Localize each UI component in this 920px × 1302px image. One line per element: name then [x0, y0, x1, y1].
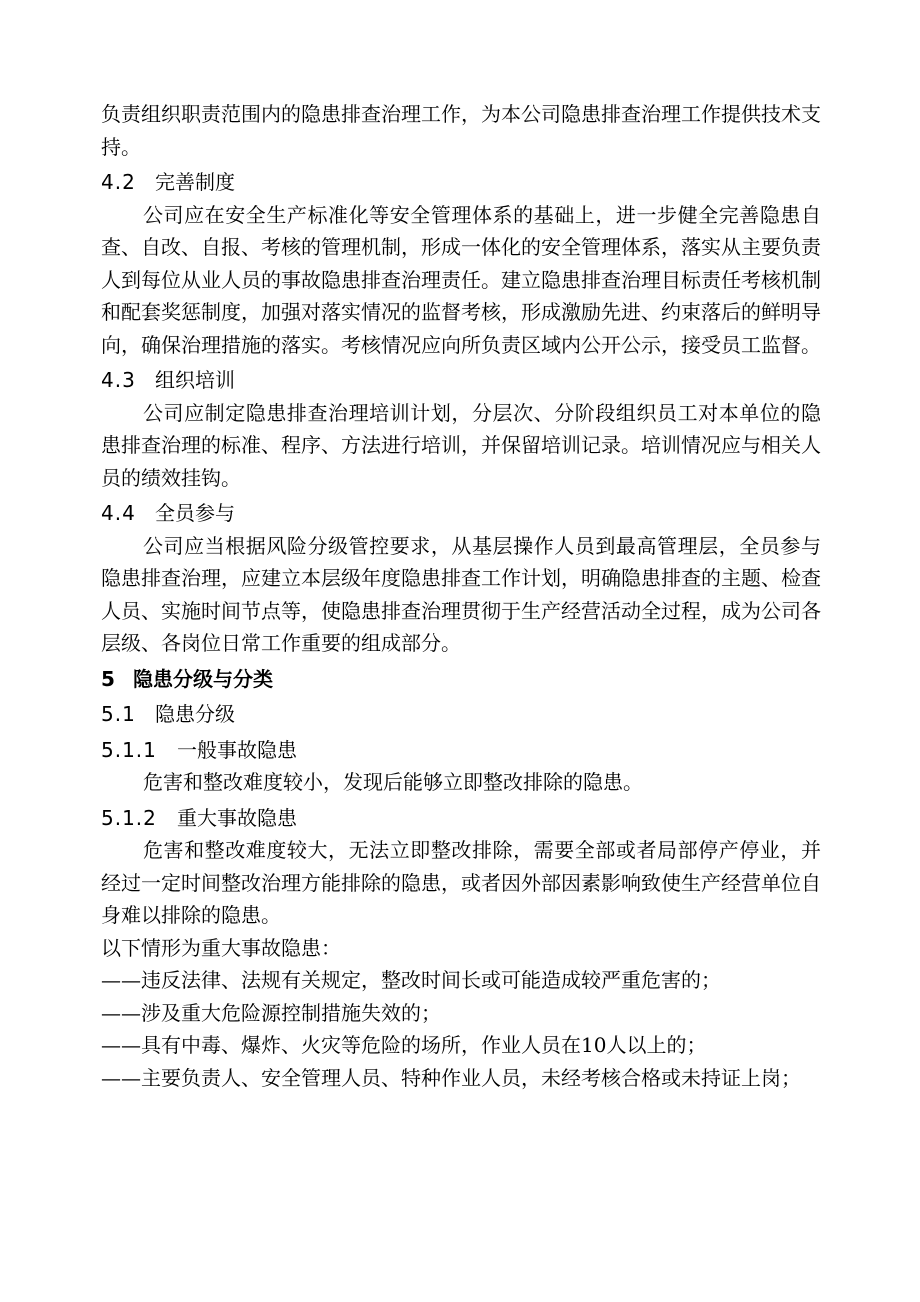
- heading-title: 完善制度: [155, 170, 235, 194]
- heading-title: 全员参与: [155, 501, 235, 525]
- list-item: ——主要负责人、安全管理人员、特种作业人员，未经考核合格或未持证上岗；: [101, 1065, 801, 1090]
- list-item: ——具有中毒、爆炸、火灾等危险的场所，作业人员在10人以上的；: [101, 1033, 707, 1057]
- heading-number: 4.4: [101, 501, 136, 525]
- heading-title: 隐患分级与分类: [133, 666, 273, 691]
- list-item: ——违反法律、法规有关规定，整改时间长或可能造成较严重危害的；: [101, 968, 721, 992]
- heading-title: 隐患分级: [155, 702, 235, 726]
- heading-title: 组织培训: [155, 368, 235, 392]
- heading-number: 4.3: [101, 368, 136, 392]
- paragraph-4-4: 公司应当根据风险分级管控要求，从基层操作人员到最高管理层，全员参与隐患排查治理，应建立本层级年度隐患排查工作计划，明确隐患排查的主题、检查人员、实施时间节点等，使隐患排查治理贯彻于生产经营活动全过程，成为公司各层级、各岗位日常工作重要的组成部分。: [101, 533, 821, 655]
- heading-5-1: [101, 698, 821, 731]
- heading-number: 5.1.2: [101, 805, 157, 830]
- paragraph-4-2: 公司应在安全生产标准化等安全管理体系的基础上，进一步健全完善隐患自查、自改、自报、考核的管理机制，形成一体化的安全管理体系，落实从主要负责人到每位从业人员的事故隐患排查治理责任。建立隐患排查治理目标责任考核机制和配套奖惩制度，加强对落实情况的监督考核，形成激励先进、约束落后的鲜明导向，确保治理措施的落实。考核情况应向所负责区域内公开公示，接受员工监督。: [101, 202, 821, 357]
- heading-number: 5.1: [101, 702, 136, 726]
- heading-number: 5.1.1: [101, 737, 157, 762]
- heading-title: 重大事故隐患: [177, 805, 297, 830]
- heading-5-1-2: [101, 802, 821, 835]
- heading-number: 5: [101, 666, 116, 691]
- heading-number: 4.2: [101, 170, 136, 194]
- heading-5-1-1: [101, 734, 821, 767]
- paragraph-continued: 负责组织职责范围内的隐患排查治理工作，为本公司隐患排查治理工作提供技术支持。: [101, 102, 821, 159]
- paragraph-intro: 以下情形为重大事故隐患：: [101, 935, 341, 960]
- paragraph-4-3: 公司应制定隐患排查治理培训计划，分层次、分阶段组织员工对本单位的隐患排查治理的标准、程序、方法进行培训，并保留培训记录。培训情况应与相关人员的绩效挂钩。: [101, 400, 821, 490]
- heading-4-4: [101, 497, 821, 530]
- document-body: [101, 98, 821, 1094]
- paragraph-5-1-2: 危害和整改难度较大，无法立即整改排除，需要全部或者局部停产停业，并经过一定时间整改治理方能排除的隐患，或者因外部因素影响致使生产经营单位自身难以排除的隐患。: [101, 838, 821, 927]
- paragraph-5-1-1: 危害和整改难度较小，发现后能够立即整改排除的隐患。: [143, 770, 643, 794]
- heading-title: 一般事故隐患: [177, 737, 297, 762]
- heading-4-2: [101, 166, 821, 199]
- list-item: ——涉及重大危险源控制措施失效的；: [101, 1000, 441, 1025]
- heading-4-3: [101, 364, 821, 397]
- heading-5: [101, 663, 821, 696]
